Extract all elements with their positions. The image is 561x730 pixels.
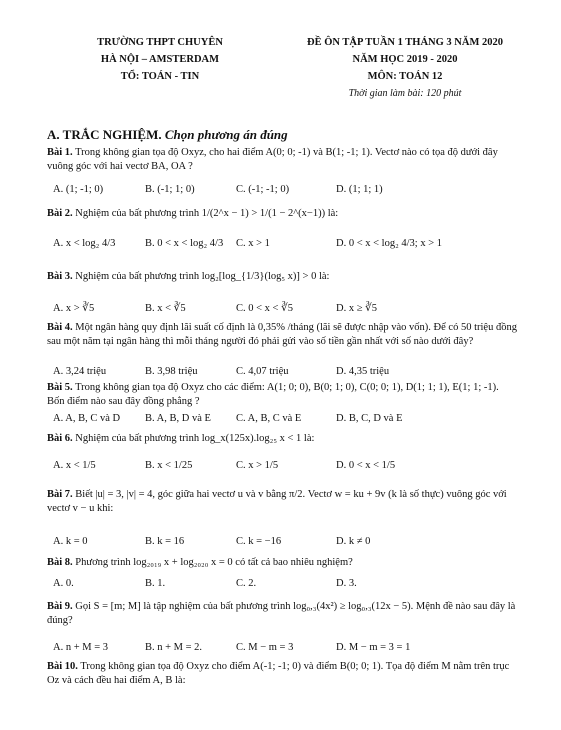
options-q7: [53, 536, 523, 550]
option-b[interactable]: B. k = 16: [145, 536, 185, 547]
section-title: A. TRẮC NGHIỆM.: [47, 127, 162, 142]
question-number: Bài 10.: [47, 661, 78, 672]
question-number: Bài 2.: [47, 208, 73, 219]
options-q2: [53, 238, 523, 252]
question-text: Phương trình log₂₀₁₉ x + log₂₀₂₀ x = 0 có tất cả bao nhiêu nghiệm?: [75, 557, 353, 568]
question-5: [47, 381, 517, 409]
option-a[interactable]: A. x < 1/5: [53, 460, 96, 471]
option-d[interactable]: D. x ≥ ∛5: [336, 303, 378, 314]
option-a[interactable]: A. x > ∛5: [53, 303, 95, 314]
option-b[interactable]: B. A, B, D và E: [145, 413, 211, 424]
question-number: Bài 6.: [47, 433, 73, 444]
question-text: Một ngân hàng quy định lãi suất cố định là 0,35% /tháng (lãi sẽ được nhập vào vốn). Để có 50 triệu đồng sau một năm tại ngân hàng thì mỗi tháng người đó phải gửi vào số tiền gần nhất với số nào dưới đây?: [47, 322, 517, 347]
school-name-line2: HÀ NỘI – AMSTERDAM: [100, 54, 220, 65]
option-c[interactable]: C. x > 1/5: [236, 460, 279, 471]
option-c[interactable]: C. 2.: [236, 578, 257, 589]
options-q9: [53, 642, 523, 656]
option-c[interactable]: C. 4,07 triệu: [236, 366, 289, 377]
question-2: [47, 207, 517, 221]
option-b[interactable]: B. x < ∛5: [145, 303, 186, 314]
question-10: [47, 660, 517, 688]
option-a[interactable]: A. x < log₂ 4/3: [53, 238, 116, 249]
option-b[interactable]: B. 3,98 triệu: [145, 366, 198, 377]
question-number: Bài 3.: [47, 271, 73, 282]
question-1: [47, 146, 517, 174]
option-a[interactable]: A. n + M = 3: [53, 642, 109, 653]
duration: Thời gian làm bài: 120 phút: [348, 88, 462, 99]
question-number: Bài 7.: [47, 489, 73, 500]
question-7: [47, 488, 517, 516]
option-b[interactable]: B. x < 1/25: [145, 460, 193, 471]
option-c[interactable]: C. k = −16: [236, 536, 282, 547]
option-c[interactable]: C. x > 1: [236, 238, 270, 249]
question-9: [47, 600, 517, 628]
question-3: [47, 270, 517, 284]
option-d[interactable]: D. 0 < x < 1/5: [336, 460, 396, 471]
question-text: Trong không gian tọa độ Oxyz cho điểm A(-1; -1; 0) và điểm B(0; 0; 1). Tọa độ điểm M nằm trên trục Oz và cách đều hai điểm A, B là:: [47, 661, 510, 686]
school-name-line1: TRƯỜNG THPT CHUYÊN: [97, 37, 223, 48]
option-a[interactable]: A. (1; -1; 0): [53, 184, 104, 195]
options-q5: [53, 413, 523, 427]
question-number: Bài 1.: [47, 147, 73, 158]
subject: MÔN: TOÁN 12: [367, 71, 443, 82]
option-d[interactable]: D. 0 < x < log₂ 4/3; x > 1: [336, 238, 443, 249]
question-6: [47, 432, 517, 446]
options-q6: [53, 460, 523, 474]
options-q3: [53, 302, 523, 316]
question-8: [47, 556, 517, 570]
question-number: Bài 4.: [47, 322, 73, 333]
question-text: Biết |u| = 3, |v| = 4, góc giữa hai vectơ u và v bằng π/2. Vectơ w = ku + 9v (k là số thực) vuông góc với vectơ v − u khi:: [47, 489, 507, 514]
question-text: Nghiệm của bất phương trình log₂[log_{1/3}(log₅ x)] > 0 là:: [75, 271, 330, 282]
option-c[interactable]: C. M − m = 3: [236, 642, 294, 653]
question-text: Trong không gian tọa độ Oxyz cho các điểm: A(1; 0; 0), B(0; 1; 0), C(0; 0; 1), D(1; 1; 1), E(1; 1; -1). Bốn điểm nào sau đây đồng phẳng ?: [47, 382, 499, 407]
option-d[interactable]: D. B, C, D và E: [336, 413, 403, 424]
question-text: Gọi S = [m; M] là tập nghiệm của bất phương trình log₀,₃(4x²) ≥ log₀,₃(12x − 5). Mệnh đề nào sau đây là đúng?: [47, 601, 516, 626]
options-q1: [53, 184, 523, 198]
question-4: [47, 321, 517, 349]
question-number: Bài 9.: [47, 601, 73, 612]
school-year: NĂM HỌC 2019 - 2020: [352, 54, 458, 65]
option-c[interactable]: C. 0 < x < ∛5: [236, 303, 294, 314]
option-d[interactable]: D. (1; 1; 1): [336, 184, 383, 195]
section-subtitle: Chọn phương án đúng: [164, 127, 288, 142]
options-q8: [53, 578, 523, 592]
option-a[interactable]: A. A, B, C và D: [53, 413, 121, 424]
question-number: Bài 8.: [47, 557, 73, 568]
option-a[interactable]: A. 0.: [53, 578, 74, 589]
question-text: Trong không gian tọa độ Oxyz, cho hai điểm A(0; 0; -1) và B(1; -1; 1). Vectơ nào có tọa độ dưới đây vuông góc với hai vectơ BA, OA ?: [47, 147, 498, 172]
option-d[interactable]: D. 4,35 triệu: [336, 366, 390, 377]
option-d[interactable]: D. 3.: [336, 578, 357, 589]
question-number: Bài 5.: [47, 382, 73, 393]
option-a[interactable]: A. k = 0: [53, 536, 88, 547]
school-header: [60, 34, 260, 85]
department: TỔ: TOÁN - TIN: [120, 71, 200, 82]
options-q4: [53, 366, 523, 380]
option-d[interactable]: D. M − m = 3 = 1: [336, 642, 411, 653]
option-b[interactable]: B. 1.: [145, 578, 166, 589]
option-b[interactable]: B. n + M = 2.: [145, 642, 203, 653]
option-d[interactable]: D. k ≠ 0: [336, 536, 371, 547]
option-a[interactable]: A. 3,24 triệu: [53, 366, 107, 377]
option-c[interactable]: C. A, B, C và E: [236, 413, 302, 424]
exam-title: ĐỀ ÔN TẬP TUẦN 1 THÁNG 3 NĂM 2020: [306, 37, 504, 48]
question-text: Nghiệm của bất phương trình 1/(2^x − 1) > 1/(1 − 2^(x−1)) là:: [75, 208, 339, 219]
option-b[interactable]: B. (-1; 1; 0): [145, 184, 195, 195]
section-heading: [47, 127, 288, 143]
option-b[interactable]: B. 0 < x < log₂ 4/3: [145, 238, 224, 249]
question-text: Nghiệm của bất phương trình log_x(125x).log₂₅ x < 1 là:: [75, 433, 315, 444]
exam-header: [270, 34, 540, 102]
option-c[interactable]: C. (-1; -1; 0): [236, 184, 290, 195]
